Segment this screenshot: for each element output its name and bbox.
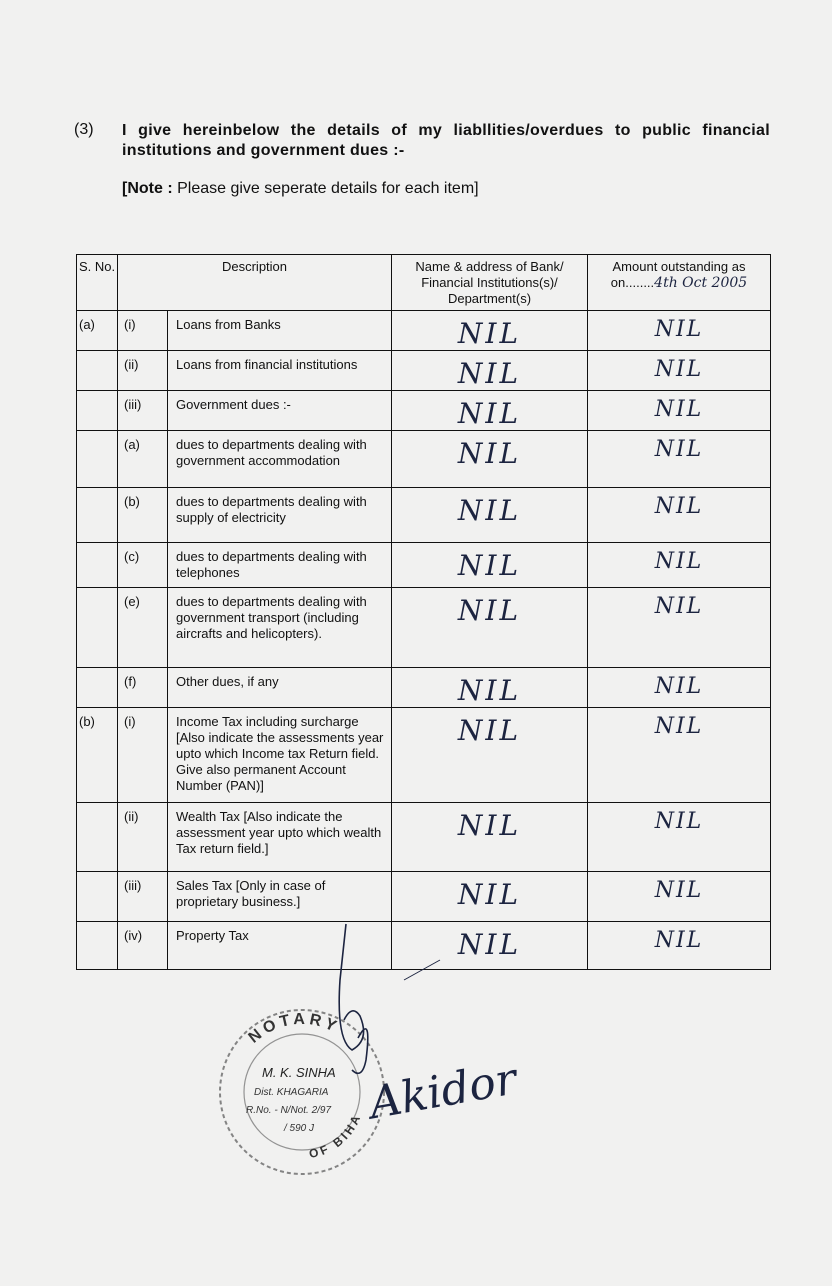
header-amount-line1: Amount outstanding as	[612, 259, 746, 274]
table-row	[77, 431, 771, 488]
row-name-address: NIL	[392, 708, 588, 803]
row-amount: NIL	[588, 922, 771, 970]
table-row	[77, 488, 771, 543]
liabilities-table	[76, 254, 771, 970]
table-body	[77, 311, 771, 970]
row-amount: NIL	[588, 391, 771, 431]
stamp-bottom-text: OF BIHA	[307, 1110, 365, 1162]
table-row	[77, 588, 771, 668]
header-description: Description	[118, 255, 392, 311]
table-row	[77, 351, 771, 391]
row-name-address: NIL	[392, 803, 588, 872]
row-description: dues to departments dealing with government accommodation	[168, 431, 392, 488]
row-amount: NIL	[588, 488, 771, 543]
row-amount: NIL	[588, 431, 771, 488]
row-description: Loans from Banks	[168, 311, 392, 351]
row-group: (b)	[77, 708, 118, 803]
row-amount: NIL	[588, 872, 771, 922]
row-group: (a)	[77, 311, 118, 351]
section-number: (3)	[74, 121, 94, 138]
row-sub-number: (i)	[118, 708, 168, 803]
row-name-address: NIL	[392, 588, 588, 668]
row-description: Loans from financial institutions	[168, 351, 392, 391]
row-description: dues to departments dealing with telephones	[168, 543, 392, 588]
stamp-no: / 590 J	[284, 1123, 315, 1134]
header-amount-date: 4th Oct 2005	[654, 275, 748, 291]
note-label: [Note :	[122, 180, 173, 197]
row-group	[77, 668, 118, 708]
row-name-address: NIL	[392, 431, 588, 488]
row-sub-number: (a)	[118, 431, 168, 488]
row-name-address: NIL	[392, 351, 588, 391]
row-sub-number: (e)	[118, 588, 168, 668]
section-heading: I give hereinbelow the details of my liabllities/overdues to public financial institutions and government dues :-	[122, 122, 770, 159]
row-amount: NIL	[588, 311, 771, 351]
row-sub-number: (ii)	[118, 803, 168, 872]
note	[122, 180, 479, 198]
signature-text: Akidor	[365, 1053, 521, 1130]
row-sub-number: (f)	[118, 668, 168, 708]
note-text: Please give seperate details for each item]	[172, 180, 479, 197]
row-group	[77, 351, 118, 391]
row-name-address: NIL	[392, 311, 588, 351]
row-description: Wealth Tax [Also indicate the assessment year upto which wealth Tax return field.]	[168, 803, 392, 872]
stamp-dist: Dist. KHAGARIA	[254, 1087, 329, 1098]
table-row	[77, 708, 771, 803]
row-name-address: NIL	[392, 668, 588, 708]
row-description: Other dues, if any	[168, 668, 392, 708]
row-sub-number: (i)	[118, 311, 168, 351]
row-sub-number: (c)	[118, 543, 168, 588]
table-row	[77, 311, 771, 351]
row-name-address: NIL	[392, 872, 588, 922]
row-name-address: NIL	[392, 488, 588, 543]
row-amount: NIL	[588, 708, 771, 803]
header-amount-line2	[588, 275, 770, 291]
table-row	[77, 543, 771, 588]
row-amount: NIL	[588, 668, 771, 708]
stamp-name: M. K. SINHA	[262, 1065, 336, 1080]
row-group	[77, 588, 118, 668]
row-group	[77, 543, 118, 588]
header-amount	[588, 255, 771, 311]
row-group	[77, 922, 118, 970]
table-row	[77, 872, 771, 922]
row-sub-number: (iv)	[118, 922, 168, 970]
header-amount-on: on........	[610, 275, 655, 290]
row-amount: NIL	[588, 803, 771, 872]
header-name-address: Name & address of Bank/ Financial Institutions(s)/ Department(s)	[392, 255, 588, 311]
row-description: Income Tax including surcharge [Also indicate the assessments year upto which Income tax Return field. Give also permanent Account Number (PAN)]	[168, 708, 392, 803]
row-group	[77, 488, 118, 543]
row-description: dues to departments dealing with supply of electricity	[168, 488, 392, 543]
signature	[300, 920, 540, 1145]
table-row	[77, 803, 771, 872]
row-description: Sales Tax [Only in case of proprietary business.]	[168, 872, 392, 922]
table-row	[77, 668, 771, 708]
row-description: dues to departments dealing with government transport (including aircrafts and helicopters).	[168, 588, 392, 668]
row-amount: NIL	[588, 588, 771, 668]
row-description: Property Tax	[168, 922, 392, 970]
row-description: Government dues :-	[168, 391, 392, 431]
row-group	[77, 803, 118, 872]
row-amount: NIL	[588, 351, 771, 391]
row-name-address: NIL	[392, 922, 588, 970]
row-name-address: NIL	[392, 391, 588, 431]
row-sub-number: (ii)	[118, 351, 168, 391]
row-sub-number: (iii)	[118, 872, 168, 922]
row-group	[77, 872, 118, 922]
stamp-top-text: NOTARY	[245, 1010, 343, 1047]
row-group	[77, 431, 118, 488]
row-name-address: NIL	[392, 543, 588, 588]
row-sub-number: (iii)	[118, 391, 168, 431]
header-sno: S. No.	[77, 255, 118, 311]
stamp-reg: R.No. - N/Not. 2/97	[246, 1105, 332, 1116]
signature-graphic	[300, 920, 540, 1140]
row-amount: NIL	[588, 543, 771, 588]
row-group	[77, 391, 118, 431]
row-sub-number: (b)	[118, 488, 168, 543]
table-row	[77, 391, 771, 431]
